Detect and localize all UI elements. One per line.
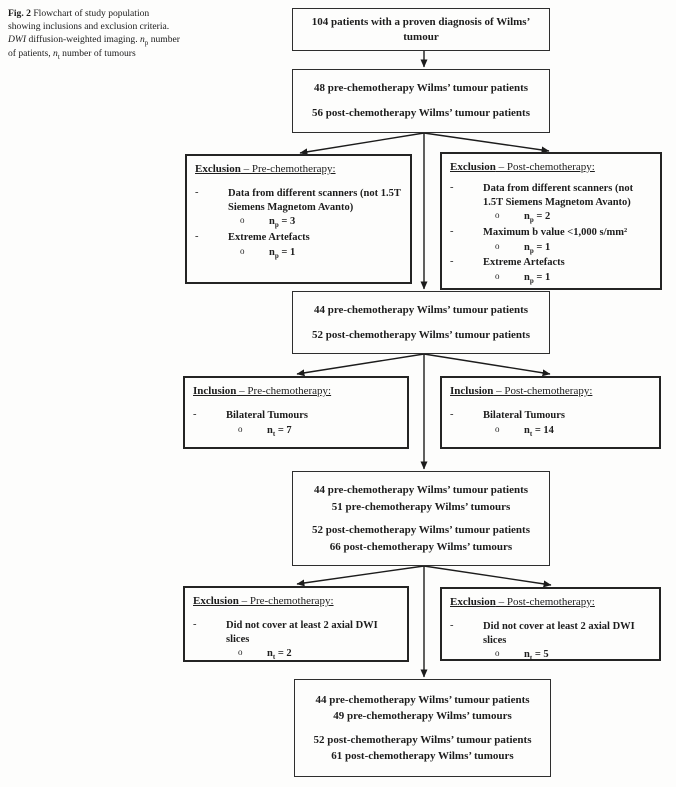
header-keyword: Exclusion <box>193 595 239 607</box>
box-cohort4 <box>294 679 551 777</box>
dash-bullet: - <box>195 187 199 198</box>
list-item-text: Did not cover at least 2 axial DWI slices <box>483 621 635 646</box>
count-value: $n_p = 1$ <box>524 271 551 285</box>
figure-caption <box>8 7 182 60</box>
arrow-cohort1-to-exclusion-post-1 <box>424 133 549 151</box>
box-exclusion-pre-2 <box>183 586 409 662</box>
count-value: $n_t = 2$ <box>267 648 292 662</box>
box-exclusion-post-2-header <box>450 596 652 608</box>
caption-text: Flowchart of study population showing inclusions and exclusion criteria. <box>8 8 170 33</box>
header-keyword: Exclusion <box>450 161 496 173</box>
box-cohort3-line3: 52 post-chemotherapy Wilms’ tumour patients <box>312 524 530 536</box>
box-cohort2-line1: 44 pre-chemotherapy Wilms’ tumour patients <box>313 303 529 316</box>
header-keyword: Inclusion <box>450 385 494 397</box>
header-keyword: Exclusion <box>195 163 241 175</box>
dash-bullet: - <box>195 230 199 242</box>
dash-bullet: - <box>450 620 454 631</box>
list-item-text: Data from different scanners (not 1.5T Siemens Magnetom Avanto) <box>228 188 401 213</box>
box-diagnosis-line1: 104 patients with a proven diagnosis of Wilms’ <box>311 15 531 28</box>
list-item-count <box>495 648 652 662</box>
header-phase: – Post-chemotherapy: <box>495 161 595 173</box>
count-value: $n_t = 14$ <box>524 424 554 438</box>
box-diagnosis <box>292 8 550 51</box>
header-keyword: Inclusion <box>193 385 237 397</box>
box-exclusion-post-2 <box>440 587 661 661</box>
list-item-count <box>495 210 653 224</box>
caption-np-symbol: n <box>140 34 145 46</box>
list-item-count <box>495 271 653 285</box>
circle-bullet: o <box>495 270 500 281</box>
list-item <box>450 256 653 270</box>
box-exclusion-post-1-header <box>450 161 653 173</box>
list-item <box>450 409 652 423</box>
caption-np-subscript: p <box>144 39 149 48</box>
count-value: $n_p = 1$ <box>524 241 551 255</box>
circle-bullet: o <box>240 245 245 256</box>
circle-bullet: o <box>238 647 243 658</box>
arrow-cohort3-to-exclusion-post-2 <box>424 566 551 585</box>
dash-bullet: - <box>450 256 454 268</box>
header-keyword: Exclusion <box>450 596 496 608</box>
list-item-text: Maximum b value <1,000 s/mm² <box>483 226 628 238</box>
caption-abbr-definition: diffusion-weighted imaging. <box>26 34 140 46</box>
count-value: $n_p = 2$ <box>524 211 551 225</box>
list-item <box>450 620 652 647</box>
caption-nt-text: number of tumours <box>59 47 136 59</box>
dash-bullet: - <box>450 409 454 420</box>
box-cohort2-line2: 52 post-chemotherapy Wilms’ tumour patients <box>312 328 530 341</box>
list-item <box>450 226 653 240</box>
list-item <box>195 187 403 214</box>
circle-bullet: o <box>240 215 245 226</box>
caption-nt-symbol: n <box>53 47 58 59</box>
arrow-cohort1-to-exclusion-pre-1 <box>300 133 424 153</box>
list-item-text: Bilateral Tumours <box>226 410 308 421</box>
list-item <box>193 619 400 646</box>
circle-bullet: o <box>495 648 500 659</box>
box-cohort3-post-group <box>293 522 549 555</box>
box-cohort4-line2: 49 pre-chemotherapy Wilms’ tumours <box>333 710 512 722</box>
box-exclusion-pre-2-header <box>193 595 400 607</box>
box-diagnosis-line2: tumour <box>403 30 439 43</box>
box-inclusion-post-header <box>450 385 652 397</box>
list-item-text: Bilateral Tumours <box>483 410 565 421</box>
box-cohort1-line2: 56 post-chemotherapy Wilms’ tumour patients <box>312 107 530 120</box>
box-exclusion-pre-1 <box>185 154 412 284</box>
count-value: $n_t = 5$ <box>524 649 549 663</box>
circle-bullet: o <box>495 210 500 221</box>
header-phase: – Pre-chemotherapy: <box>238 595 334 607</box>
box-exclusion-pre-1-header <box>195 163 403 175</box>
list-item-text: Did not cover at least 2 axial DWI slices <box>226 620 378 645</box>
circle-bullet: o <box>495 423 500 434</box>
caption-np-text: number of patients, <box>8 34 181 59</box>
box-inclusion-pre <box>183 376 409 449</box>
box-exclusion-post-1 <box>440 152 662 290</box>
list-item-count <box>238 424 400 438</box>
box-cohort4-line3: 52 post-chemotherapy Wilms’ tumour patients <box>313 733 532 746</box>
box-cohort4-pre-group <box>295 692 550 725</box>
dash-bullet: - <box>193 409 197 420</box>
list-item-count <box>238 647 400 661</box>
box-cohort3-line4: 66 post-chemotherapy Wilms’ tumours <box>329 540 513 553</box>
box-inclusion-pre-header <box>193 385 400 397</box>
header-phase: – Post-chemotherapy: <box>493 385 593 397</box>
circle-bullet: o <box>495 240 500 251</box>
dash-bullet: - <box>193 619 197 630</box>
count-value: $n_p = 3$ <box>269 216 296 230</box>
header-phase: – Pre-chemotherapy: <box>236 385 332 397</box>
list-item-count <box>495 241 653 255</box>
list-item <box>450 182 653 209</box>
arrow-cohort3-to-exclusion-pre-2 <box>297 566 424 584</box>
figure-label: Fig. 2 <box>8 8 31 19</box>
list-item-count <box>240 215 403 229</box>
count-value: $n_p = 1$ <box>269 246 296 260</box>
list-item-count <box>240 246 403 260</box>
caption-nt-subscript: t <box>57 52 60 61</box>
box-cohort2 <box>292 291 550 354</box>
list-item-text: Extreme Artefacts <box>483 257 565 269</box>
box-cohort3 <box>292 471 550 566</box>
dash-bullet: - <box>450 182 454 193</box>
arrow-cohort2-to-inclusion-pre <box>297 354 424 374</box>
box-cohort3-line1: 44 pre-chemotherapy Wilms’ tumour patients <box>313 484 529 496</box>
arrow-cohort2-to-inclusion-post <box>424 354 550 374</box>
list-item-count <box>495 424 652 438</box>
box-cohort3-line2: 51 pre-chemotherapy Wilms’ tumours <box>331 500 511 513</box>
list-item-text: Extreme Artefacts <box>228 231 310 243</box>
box-cohort1-line1: 48 pre-chemotherapy Wilms’ tumour patients <box>313 81 529 94</box>
box-cohort4-line1: 44 pre-chemotherapy Wilms’ tumour patients <box>315 693 530 706</box>
dash-bullet: - <box>450 225 454 237</box>
box-inclusion-post <box>440 376 661 449</box>
box-cohort1 <box>292 69 550 133</box>
header-phase: – Pre-chemotherapy: <box>240 163 336 175</box>
box-cohort4-line4: 61 post-chemotherapy Wilms’ tumours <box>331 750 514 762</box>
caption-abbr-dwi: DWI <box>8 34 27 46</box>
header-phase: – Post-chemotherapy: <box>495 596 595 608</box>
list-item <box>195 231 403 245</box>
count-value: $n_t = 7$ <box>267 424 292 438</box>
box-cohort4-post-group <box>295 732 550 765</box>
circle-bullet: o <box>238 423 243 434</box>
list-item <box>193 409 400 423</box>
box-cohort3-pre-group <box>293 482 549 515</box>
list-item-text: Data from different scanners (not 1.5T Siemens Magnetom Avanto) <box>483 183 634 208</box>
